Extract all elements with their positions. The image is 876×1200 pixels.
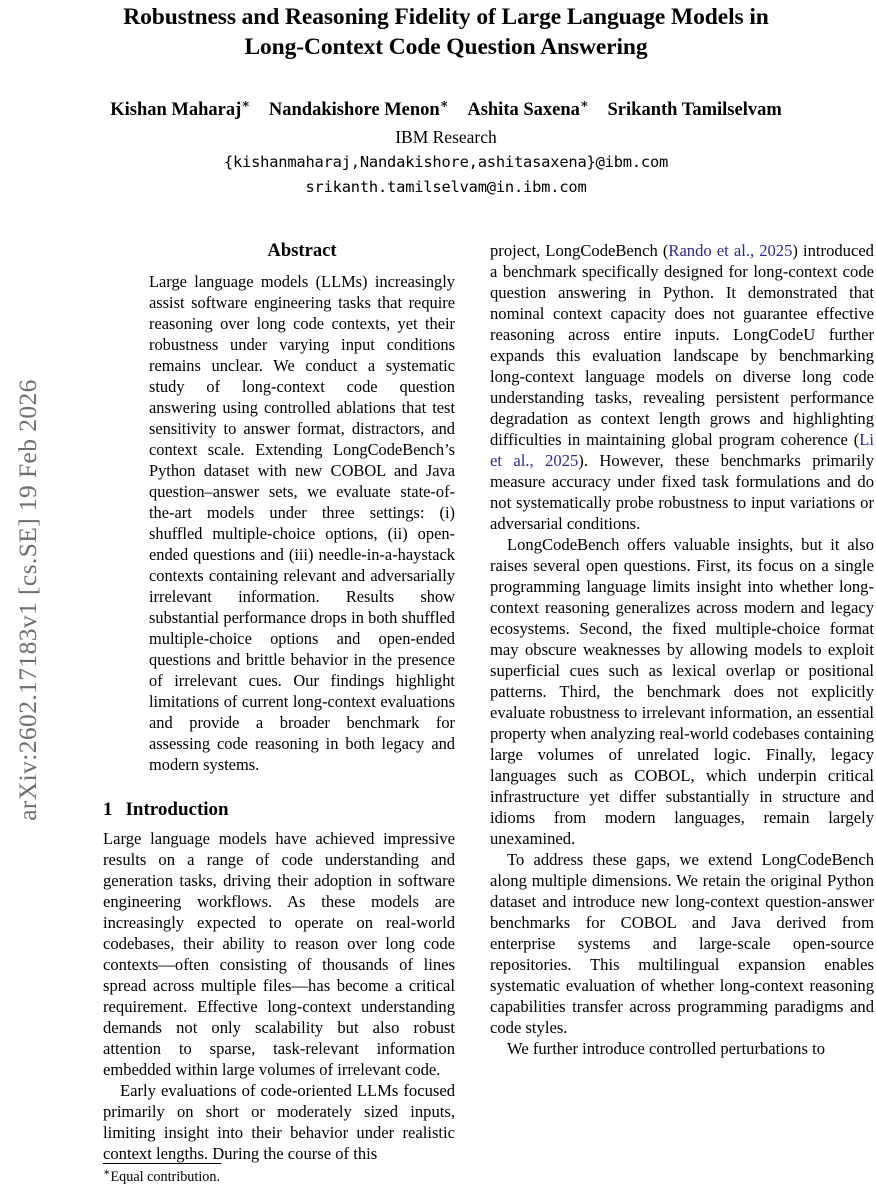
intro-p2-text-a: project, LongCodeBench ( — [490, 241, 669, 260]
intro-paragraph-1: Large language models have achieved impressive results on a range of code understanding and generation tasks, driving their adoption in software engineering workflows. As these models are increasingly expected to operate on real-world codebases, their ability to reason over long code contexts—often consisting of thousands of lines spread across multiple files—has become a critical requirement. Effective long-context understanding demands not only scalability but also robust attention to sparse, task-relevant information embedded within large volumes of irrelevant code. — [103, 829, 455, 1079]
citation-link-li-2025[interactable]: Li et al., 2025 — [490, 430, 874, 470]
email-line-2: srikanth.tamilselvam@in.ibm.com — [305, 178, 587, 196]
author-3-affiliation-marker: ∗ — [579, 95, 589, 111]
abstract-block — [149, 240, 455, 775]
author-3-name: Ashita Saxena — [467, 100, 580, 120]
left-column — [103, 240, 455, 1200]
title-line-1: Robustness and Reasoning Fidelity of Large Language Models in — [123, 4, 769, 30]
author-list — [96, 95, 796, 122]
abstract-text: Large language models (LLMs) increasingly assist software engineering tasks that require reasoning over long code contexts, yet their robustness under varying input conditions remains unclear. We conduct a systematic study of long-context code question answering using controlled ablations that test sensitivity to answer format, distractors, and context scale. Extending LongCodeBench’s Python dataset with new COBOL and Java question–answer sets, we evaluate state-of-the-art models under three settings: (i) shuffled multiple-choice options, (ii) open-ended questions and (iii) needle-in-a-haystack contexts containing relevant and adversarially irrelevant information. Results show substantial performance drops in both shuffled multiple-choice options and open-ended questions and brittle behavior in the presence of irrelevant cues. Our findings highlight limitations of current long-context evaluations and provide a broader benchmark for assessing code reasoning in both legacy and modern systems. — [149, 272, 455, 774]
author-2-name: Nandakishore Menon — [268, 100, 440, 120]
section-number: 1 — [103, 799, 113, 820]
section-heading-introduction — [103, 798, 455, 821]
email-line-1: {kishanmaharaj,Nandakishore,ashitasaxena}@ibm.com — [223, 153, 669, 171]
footnote-label: Equal contribution. — [110, 1169, 221, 1185]
author-2 — [268, 95, 449, 120]
right-column — [490, 240, 874, 1200]
section-title: Introduction — [125, 799, 229, 820]
author-1 — [110, 95, 251, 120]
intro-paragraph-2-start: Early evaluations of code-oriented LLMs focused primarily on short or moderately sized inputs, limiting insight into their behavior under realistic context lengths. During the course of this — [103, 1081, 455, 1163]
intro-paragraph-4: To address these gaps, we extend LongCodeBench along multiple dimensions. We retain the original Python dataset and introduce new long-context question-answer benchmarks for COBOL and Java derived from enterprise systems and large-scale open-source repositories. This multilingual expansion enables systematic evaluation of whether long-context reasoning capabilities transfer across programming paradigms and code styles. — [490, 850, 874, 1037]
intro-paragraph-2-continued — [490, 240, 874, 534]
page-title — [96, 0, 796, 62]
arxiv-stamp-text: arXiv:2602.17183v1 [cs.SE] 19 Feb 2026 — [13, 379, 42, 821]
footnote-block — [103, 1163, 455, 1186]
abstract-heading: Abstract — [267, 240, 337, 261]
footnote-text — [103, 1166, 455, 1186]
intro-p2-text-b: ) introduced a benchmark specifically designed for long-context code question answering in Python. It demonstrated that nominal context capacity does not guarantee effective reasoning across entire inputs. LongCodeU further expands this evaluation landscape by benchmarking long-context language models on diverse long code understanding tasks, revealing persistent performance degradation as context length grows and highlighting difficulties in maintaining global program coherence ( — [490, 241, 874, 449]
author-2-affiliation-marker: ∗ — [439, 95, 449, 111]
author-4 — [608, 100, 782, 120]
title-line-2: Long-Context Code Question Answering — [244, 34, 648, 60]
author-4-name: Srikanth Tamilselvam — [607, 100, 782, 120]
intro-p2-text-c: ). However, these benchmarks primarily measure accuracy under fixed task formulations and do not systematically probe robustness to input variations or adversarial conditions. — [490, 451, 874, 533]
title-block — [96, 0, 796, 199]
author-1-name: Kishan Maharaj — [110, 100, 242, 120]
intro-paragraph-5: We further introduce controlled perturbations to — [507, 1039, 825, 1058]
affiliation: IBM Research — [395, 127, 497, 147]
footnote-marker: ∗ — [103, 1166, 111, 1179]
footnote-rule — [103, 1163, 221, 1164]
author-1-affiliation-marker: ∗ — [241, 95, 251, 111]
author-3 — [467, 95, 589, 120]
citation-link-rando-2025[interactable]: Rando et al., 2025 — [668, 241, 793, 260]
intro-paragraph-3: LongCodeBench offers valuable insights, but it also raises several open questions. First, its focus on a single programming language limits insight into whether long-context reasoning generalizes across modern and legacy ecosystems. Second, the fixed multiple-choice format may obscure weaknesses by allowing models to exploit superficial cues such as lexical overlap or positional patterns. Third, the benchmark does not explicitly evaluate robustness to irrelevant information, an essential property when analyzing real-world codebases containing large volumes of unrelated logic. Finally, legacy languages such as COBOL, which underpin critical infrastructure yet differ substantially in structure and idioms from modern languages, remain largely unexamined. — [490, 535, 874, 848]
